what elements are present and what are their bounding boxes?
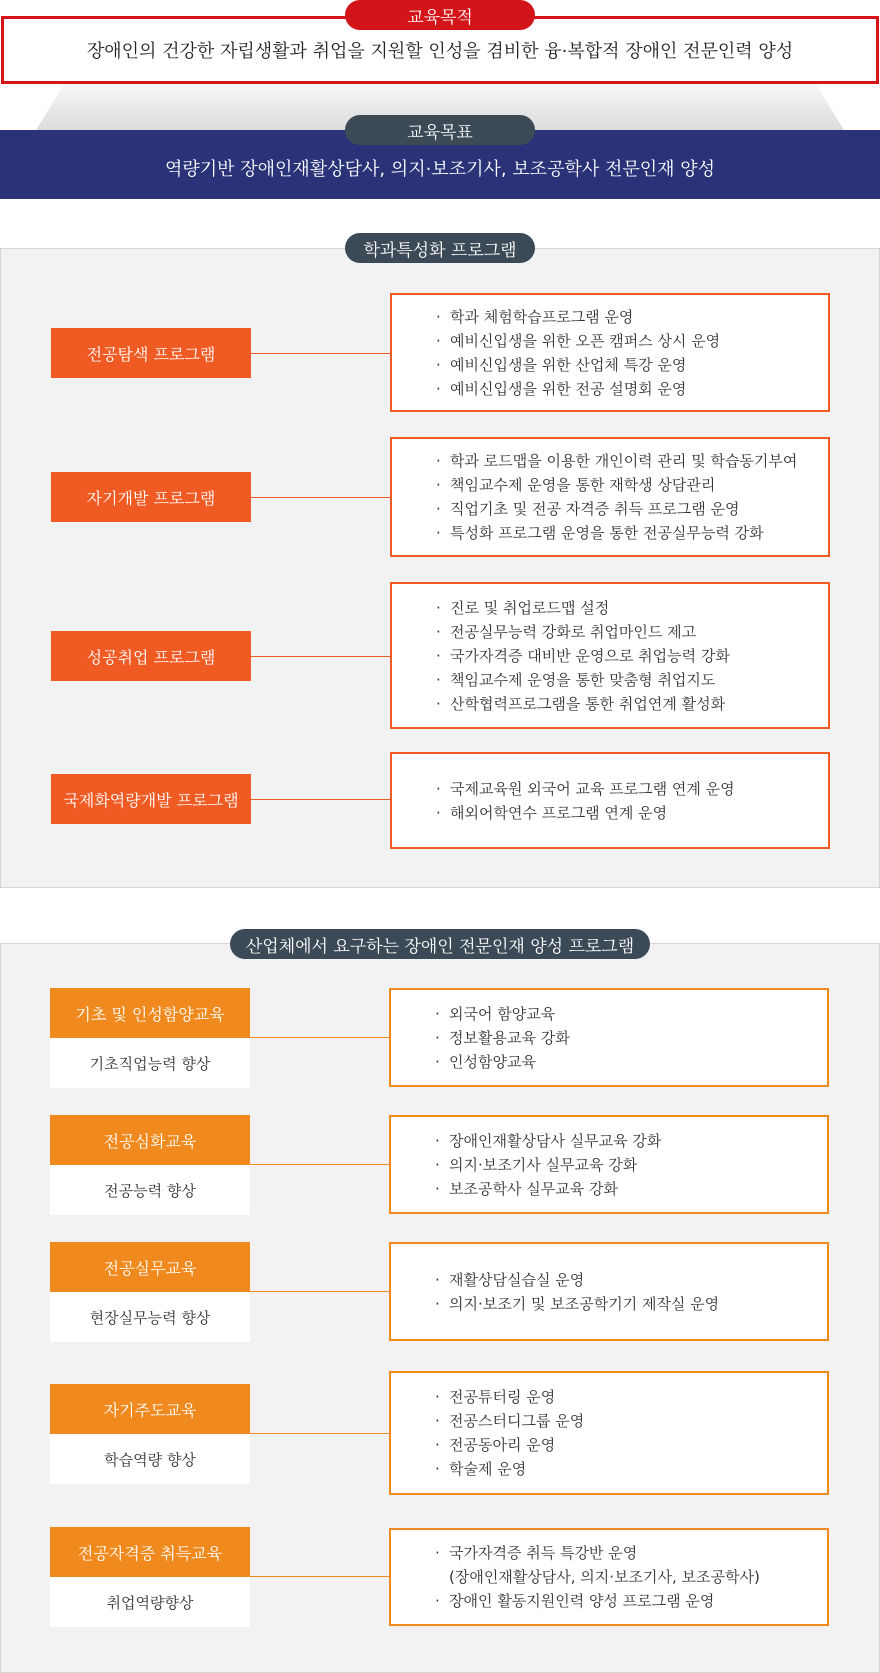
goal-text: 역량기반 장애인재활상담사, 의지·보조기사, 보조공학사 전문인재 양성 — [164, 158, 716, 180]
connector-line — [251, 497, 390, 498]
list-item: · 재활상담실습실 운영 — [435, 1270, 585, 1289]
list-item: · 학과 체험학습프로그램 운영 — [436, 307, 634, 326]
list-item: · 의지·보조기 및 보조공학기기 제작실 운영 — [435, 1294, 720, 1313]
list-item: · 책임교수제 운영을 통한 맞춤형 취업지도 — [436, 670, 716, 689]
specialized-title: 학과특성화 프로그램 — [345, 233, 535, 263]
industry-program-sub — [50, 1165, 250, 1215]
program-successful-employment — [51, 631, 251, 681]
program-major-exploration — [51, 328, 251, 378]
program-items-box — [390, 582, 830, 729]
program-sub-label: 현장실무능력 향상 — [89, 1308, 211, 1327]
goal-label: 교육목표 — [345, 115, 535, 145]
program-items-box — [390, 437, 830, 557]
program-items-box — [389, 988, 829, 1087]
industry-program-basic — [50, 988, 250, 1038]
program-self-development — [51, 472, 251, 522]
industry-title: 산업체에서 요구하는 장애인 전문인재 양성 프로그램 — [230, 929, 650, 959]
program-label: 성공취업 프로그램 — [86, 647, 216, 667]
program-globalization — [51, 774, 251, 824]
program-sub-label: 전공능력 향상 — [104, 1181, 196, 1200]
program-label: 기초 및 인성함양교육 — [75, 1004, 225, 1024]
list-item: · 해외어학연수 프로그램 연계 운영 — [436, 803, 668, 822]
list-item: · 직업기초 및 전공 자격증 취득 프로그램 운영 — [436, 500, 740, 518]
purpose-label: 교육목적 — [345, 0, 535, 30]
program-items-box — [390, 293, 830, 412]
connector-line — [251, 656, 390, 657]
list-item: · 예비신입생을 위한 오픈 캠퍼스 상시 운영 — [436, 331, 721, 350]
list-item: · 학술제 운영 — [435, 1460, 527, 1478]
connector-line — [251, 799, 390, 800]
connector-line — [250, 1291, 389, 1292]
program-label: 전공심화교육 — [103, 1131, 197, 1151]
program-items-box — [390, 752, 830, 849]
program-label: 자기주도교육 — [103, 1400, 197, 1420]
program-label: 자기개발 프로그램 — [86, 488, 216, 508]
list-item: · 정보활용교육 강화 — [435, 1028, 570, 1047]
list-item: · 전공튜터링 운영 — [435, 1388, 556, 1406]
list-item: · 진로 및 취업로드맵 설정 — [436, 598, 610, 617]
connector-line — [250, 1037, 389, 1038]
program-items-box — [389, 1528, 829, 1626]
program-label: 전공탐색 프로그램 — [86, 344, 216, 364]
program-label: 국제화역량개발 프로그램 — [63, 790, 239, 810]
industry-program-sub — [50, 1038, 250, 1088]
industry-program-sub — [50, 1434, 250, 1484]
list-item: · 산학협력프로그램을 통한 취업연계 활성화 — [436, 694, 726, 713]
program-sub-label: 학습역량 향상 — [104, 1450, 196, 1469]
list-item: · 보조공학사 실무교육 강화 — [435, 1179, 618, 1198]
program-label: 전공실무교육 — [103, 1258, 197, 1278]
list-item: · 외국어 함양교육 — [435, 1004, 556, 1023]
list-item: (장애인재활상담사, 의지·보조기사, 보조공학사) — [449, 1568, 760, 1586]
list-item: · 예비신입생을 위한 산업체 특강 운영 — [436, 355, 687, 374]
purpose-text: 장애인의 건강한 자립생활과 취업을 지원할 인성을 겸비한 융·복합적 장애인 전문인력 양성 — [86, 41, 794, 62]
industry-program-practical — [50, 1242, 250, 1292]
list-item: · 의지·보조기사 실무교육 강화 — [435, 1155, 638, 1174]
industry-program-advanced — [50, 1115, 250, 1165]
industry-program-sub — [50, 1292, 250, 1342]
list-item: · 책임교수제 운영을 통한 재학생 상담관리 — [436, 476, 716, 494]
connector-line — [250, 1576, 389, 1577]
list-item: · 국가자격증 취득 특강반 운영 — [435, 1544, 638, 1562]
list-item: · 장애인 활동지원인력 양성 프로그램 운영 — [435, 1592, 715, 1610]
list-item: · 예비신입생을 위한 전공 설명회 운영 — [436, 379, 687, 398]
list-item: · 특성화 프로그램 운영을 통한 전공실무능력 강화 — [436, 524, 764, 542]
list-item: · 국가자격증 대비반 운영으로 취업능력 강화 — [436, 646, 730, 665]
list-item: · 국제교육원 외국어 교육 프로그램 연계 운영 — [436, 779, 735, 798]
program-items-box — [389, 1242, 829, 1341]
connector-line — [251, 353, 390, 354]
program-sub-label: 기초직업능력 향상 — [89, 1054, 211, 1073]
program-label: 전공자격증 취득교육 — [77, 1543, 223, 1563]
list-item: · 장애인재활상담사 실무교육 강화 — [435, 1131, 662, 1150]
connector-line — [250, 1433, 389, 1434]
list-item: · 전공실무능력 강화로 취업마인드 제고 — [436, 622, 697, 641]
program-items-box — [389, 1115, 829, 1214]
industry-program-certification — [50, 1527, 250, 1577]
list-item: · 인성함양교육 — [435, 1052, 536, 1071]
program-items-box — [389, 1371, 829, 1495]
list-item: · 전공스터디그룹 운영 — [435, 1412, 585, 1430]
list-item: · 전공동아리 운영 — [435, 1436, 556, 1454]
industry-program-sub — [50, 1577, 250, 1627]
industry-program-self-directed — [50, 1384, 250, 1434]
list-item: · 학과 로드맵을 이용한 개인이력 관리 및 학습동기부여 — [436, 452, 798, 470]
program-sub-label: 취업역량향상 — [106, 1593, 194, 1612]
connector-line — [250, 1164, 389, 1165]
